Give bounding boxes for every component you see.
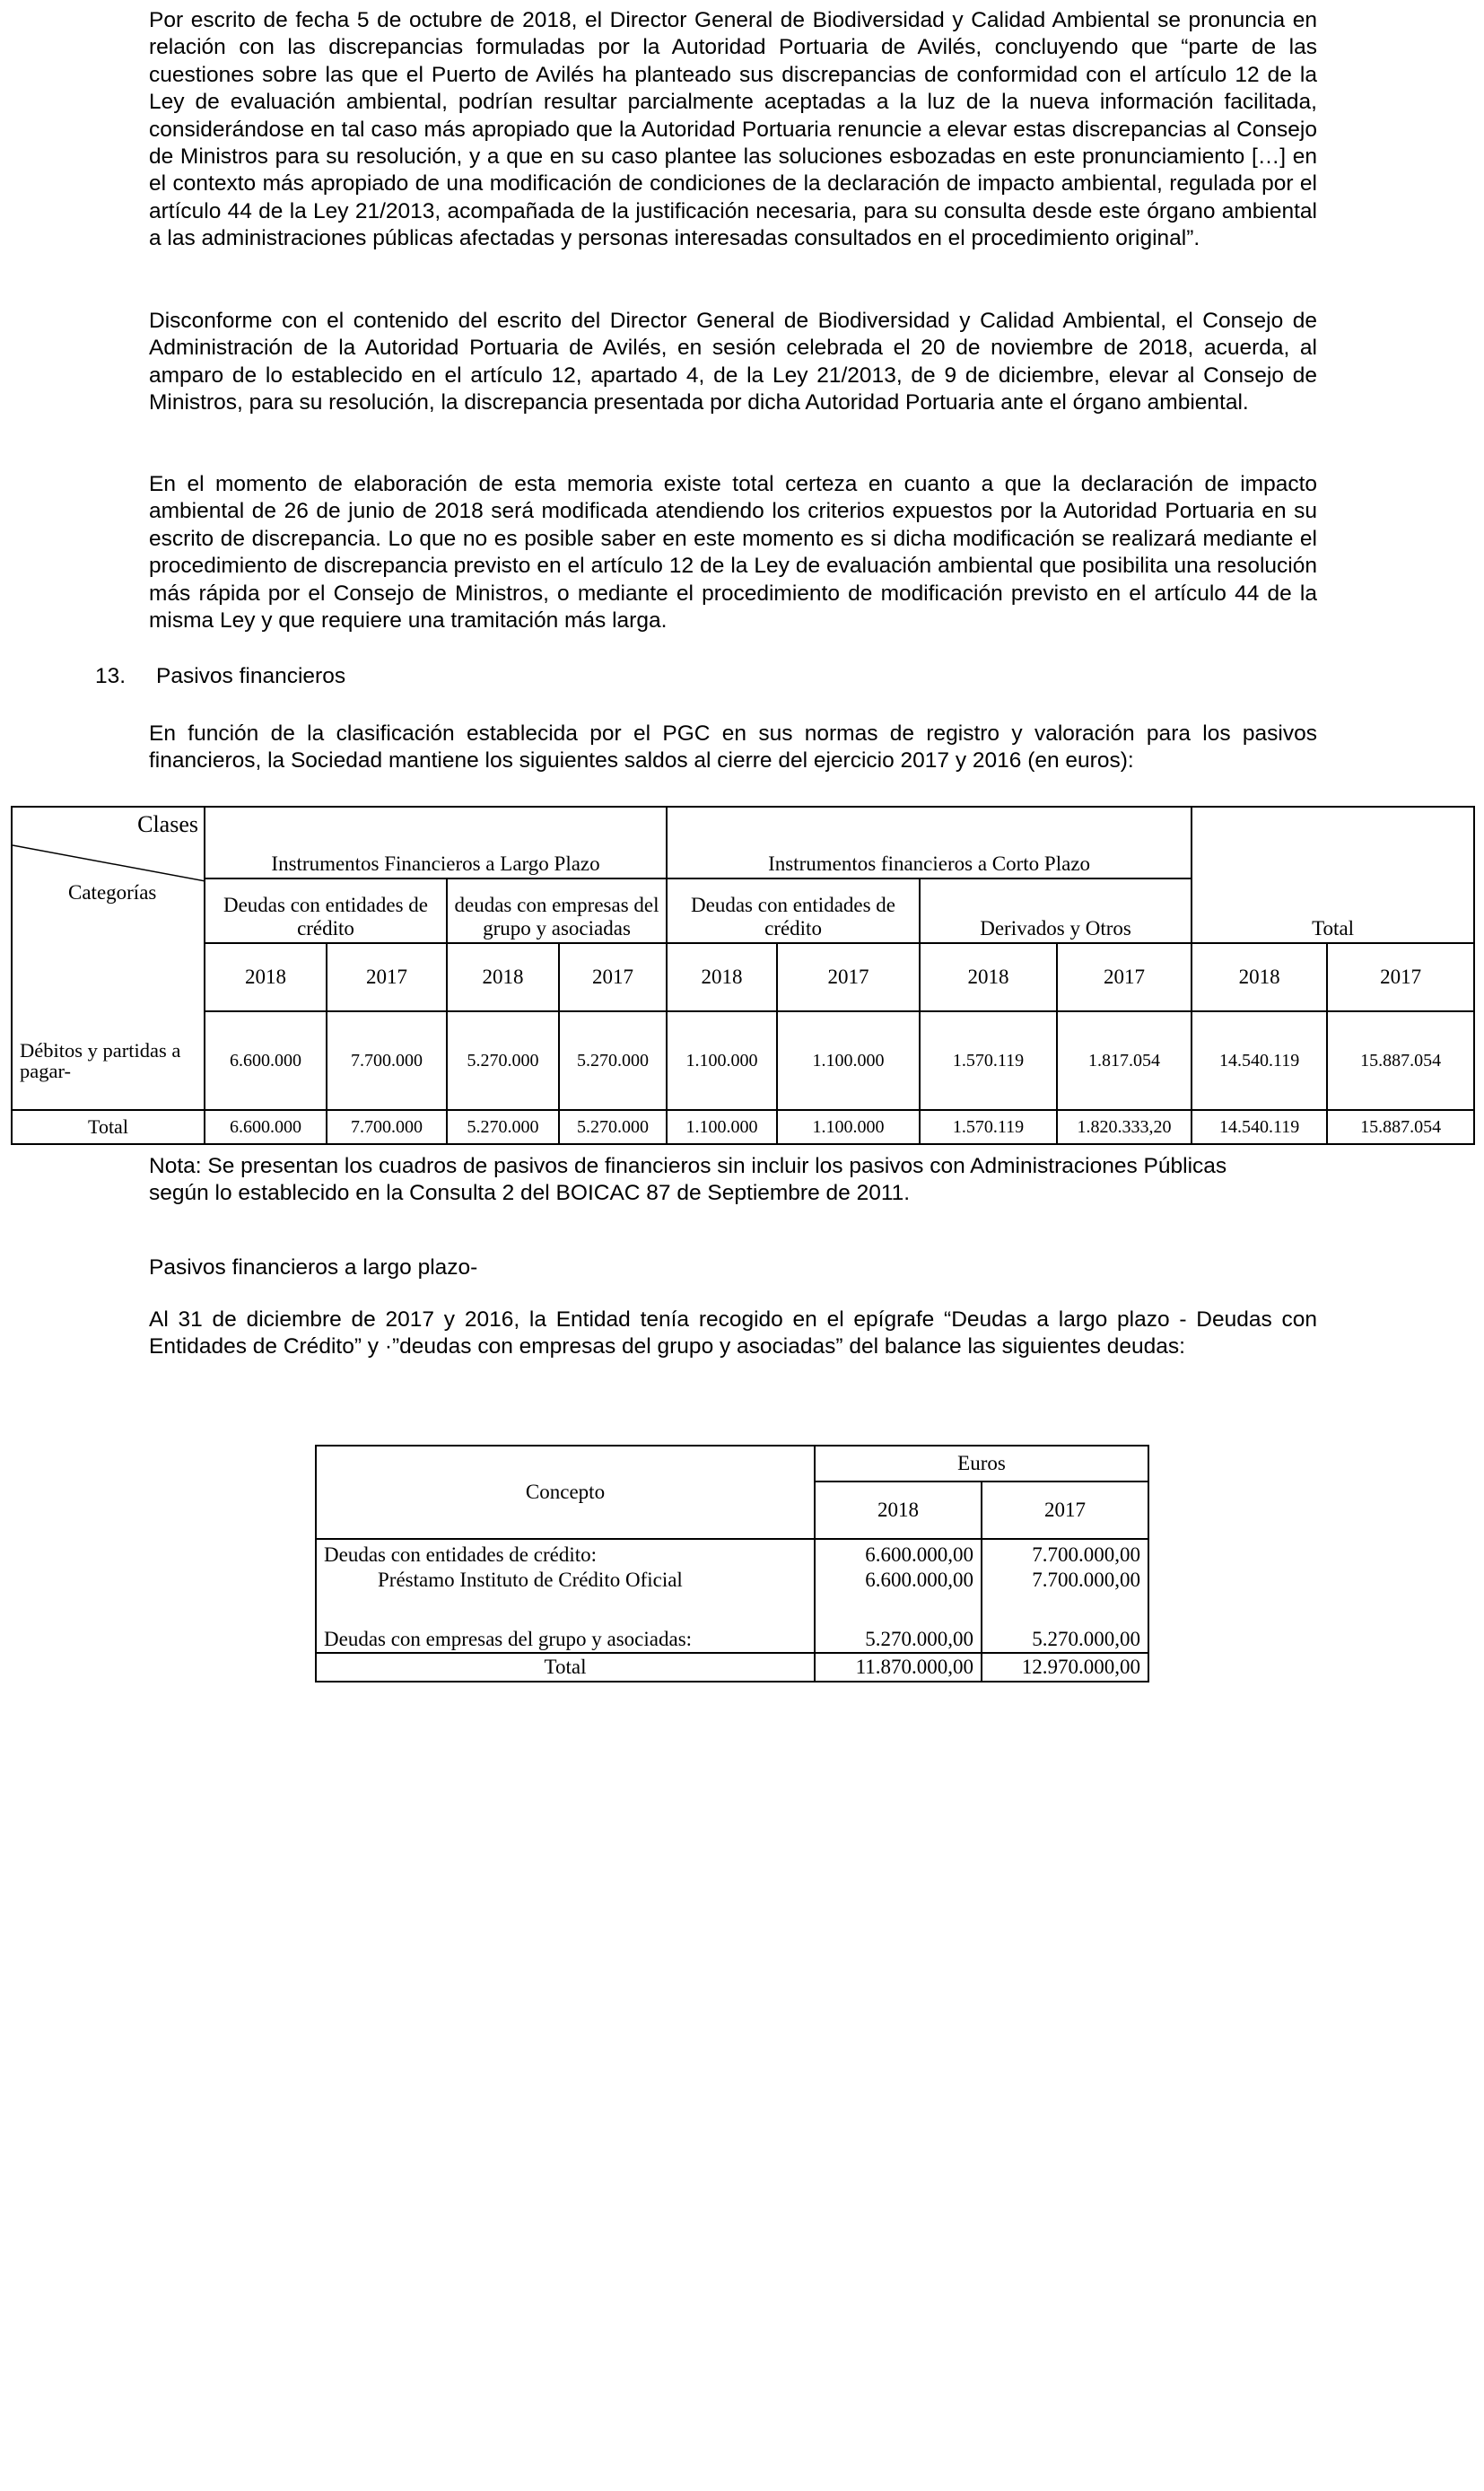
concepto-total: Total <box>316 1653 815 1682</box>
table-cell: 11.870.000,00 <box>815 1653 982 1682</box>
table-cell: 1.820.333,20 <box>1057 1110 1192 1144</box>
header-concepto: Concepto <box>316 1446 815 1539</box>
section-title: Pasivos financieros <box>156 664 346 688</box>
concepto-deudas-grupo: Deudas con empresas del grupo y asociadas: <box>316 1626 815 1653</box>
year-row-label <box>12 943 205 1011</box>
table-corner-cell <box>12 807 205 943</box>
note-line-1: Nota: Se presentan los cuadros de pasivos de financieros sin incluir los pasivos con Administraciones Públicas <box>149 1154 1227 1178</box>
header-deudas-credito-cp: Deudas con entidades de crédito <box>667 878 920 943</box>
note-line-2: según lo establecido en la Consulta 2 del BOICAC 87 de Septiembre de 2011. <box>149 1181 911 1205</box>
table-cell: 1.570.119 <box>920 1011 1057 1110</box>
row-label-debitos: Débitos y partidas a pagar- <box>12 1011 205 1110</box>
table-cell: 5.270.000 <box>559 1011 667 1110</box>
year-cell: 2018 <box>667 943 777 1011</box>
paragraph-pronunciamiento: Por escrito de fecha 5 de octubre de 2018, el Director General de Biodiversidad y Calidad Ambiental se pronuncia en relación con las discrepancias formuladas por la Autoridad Portuaria de Avilés, concluyendo que “parte de las cuestiones sobre las que el Puerto de Avilés ha planteado sus discrepancias de conformidad con el artículo 12 de la Ley de evaluación ambiental, podrían resultar parcialmente aceptadas a la luz de la nueva información facilitada, considerándose en tal caso más apropiado que la Autoridad Portuaria renuncie a elevar estas discrepancias al Consejo de Ministros para su resolución, y a que en su caso plantee las soluciones esbozadas en este pronunciamiento […] en el contexto más apropiado de una modificación de condiciones de la declaración de impacto ambiental, regulada por el artículo 44 de la Ley 21/2013, acompañada de la justificación necesaria, para su consulta desde este órgano ambiental a las administraciones públicas afectadas y personas interesadas consultados en el procedimiento original”. <box>149 8 1317 251</box>
table-cell: 1.100.000 <box>667 1110 777 1144</box>
table-cell: 5.270.000 <box>447 1110 559 1144</box>
table-cell: 12.970.000,00 <box>982 1653 1148 1682</box>
year-cell: 2018 <box>447 943 559 1011</box>
header-total: Total <box>1192 807 1474 943</box>
corner-clases: Clases <box>137 811 198 837</box>
table-cell: 5.270.000 <box>559 1110 667 1144</box>
section-number: 13. <box>95 664 127 688</box>
paragraph-epigrafe: Al 31 de diciembre de 2017 y 2016, la Entidad tenía recogido en el epígrafe “Deudas a largo plazo - Deudas con Entidades de Crédito” y ·”deudas con empresas del grupo y asociadas” del balance las siguientes deudas: <box>149 1307 1317 1359</box>
header-derivados-otros: Derivados y Otros <box>920 878 1192 943</box>
header-corto-plazo: Instrumentos financieros a Corto Plazo <box>667 807 1192 878</box>
header-deudas-grupo: deudas con empresas del grupo y asociadas <box>447 878 667 943</box>
table-cell: 15.887.054 <box>1327 1011 1474 1110</box>
pasivos-table <box>11 806 1475 1145</box>
year-cell: 2018 <box>205 943 327 1011</box>
table-cell: 15.887.054 <box>1327 1110 1474 1144</box>
header-largo-plazo: Instrumentos Financieros a Largo Plazo <box>205 807 667 878</box>
table-cell: 6.600.000 <box>205 1011 327 1110</box>
table-cell: 1.570.119 <box>920 1110 1057 1144</box>
concepto-prestamo-ico: Préstamo Instituto de Crédito Oficial <box>316 1567 815 1594</box>
year-cell: 2018 <box>1192 943 1327 1011</box>
paragraph-disconforme: Disconforme con el contenido del escrito del Director General de Biodiversidad y Calidad Ambiental, el Consejo de Administración de la Autoridad Portuaria de Avilés, en sesión celebrada el 20 de noviembre de 2018, acuerda, al amparo de lo establecido en el artículo 12, apartado 4, de la Ley 21/2013, de 9 de diciembre, elevar al Consejo de Ministros, para su resolución, la discrepancia presentada por dicha Autoridad Portuaria ante el órgano ambiental. <box>149 309 1317 415</box>
row-label-total: Total <box>12 1110 205 1144</box>
paragraph-clasificacion: En función de la clasificación establecida por el PGC en sus normas de registro y valoración para los pasivos financieros, la Sociedad mantiene los siguientes saldos al cierre del ejercicio 2017 y 2016 (en euros): <box>149 721 1317 774</box>
header-year-2017: 2017 <box>982 1481 1148 1539</box>
table-cell: 1.100.000 <box>777 1110 920 1144</box>
header-deudas-credito-lp: Deudas con entidades de crédito <box>205 878 447 943</box>
table-cell: 1.100.000 <box>777 1011 920 1110</box>
table-cell: 5.270.000 <box>447 1011 559 1110</box>
table-cell: 14.540.119 <box>1192 1011 1327 1110</box>
table-cell <box>982 1594 1148 1626</box>
year-cell: 2017 <box>1327 943 1474 1011</box>
concepto-deudas-credito: Deudas con entidades de crédito: <box>316 1539 815 1567</box>
year-cell: 2018 <box>920 943 1057 1011</box>
table-cell: 5.270.000,00 <box>815 1626 982 1653</box>
header-year-2018: 2018 <box>815 1481 982 1539</box>
year-cell: 2017 <box>1057 943 1192 1011</box>
table-cell <box>815 1594 982 1626</box>
table-cell: 7.700.000 <box>327 1011 447 1110</box>
table-cell: 6.600.000,00 <box>815 1539 982 1567</box>
table-cell: 1.100.000 <box>667 1011 777 1110</box>
corner-categorias: Categorías <box>68 881 157 904</box>
year-cell: 2017 <box>327 943 447 1011</box>
table-cell: 7.700.000 <box>327 1110 447 1144</box>
header-euros: Euros <box>815 1446 1148 1481</box>
table-cell: 1.817.054 <box>1057 1011 1192 1110</box>
table-cell: 7.700.000,00 <box>982 1567 1148 1594</box>
paragraph-certeza: En el momento de elaboración de esta memoria existe total certeza en cuanto a que la declaración de impacto ambiental de 26 de junio de 2018 será modificada atendiendo los criterios expuestos por la Autoridad Portuaria en su escrito de discrepancia. Lo que no es posible saber en este momento es si dicha modificación se realizará mediante el procedimiento de discrepancia previsto en el artículo 12 de la Ley de evaluación ambiental que posibilita una resolución más rápida por el Consejo de Ministros, o mediante el procedimiento de modificación previsto en el artículo 44 de la misma Ley y que requiere una tramitación más larga. <box>149 472 1317 634</box>
concepto-blank <box>316 1594 815 1626</box>
table-cell: 6.600.000 <box>205 1110 327 1144</box>
table-cell: 7.700.000,00 <box>982 1539 1148 1567</box>
table-cell: 14.540.119 <box>1192 1110 1327 1144</box>
subheading-largo-plazo: Pasivos financieros a largo plazo- <box>149 1255 478 1280</box>
year-cell: 2017 <box>559 943 667 1011</box>
deudas-table <box>315 1445 1149 1683</box>
year-cell: 2017 <box>777 943 920 1011</box>
table-cell: 6.600.000,00 <box>815 1567 982 1594</box>
table-cell: 5.270.000,00 <box>982 1626 1148 1653</box>
